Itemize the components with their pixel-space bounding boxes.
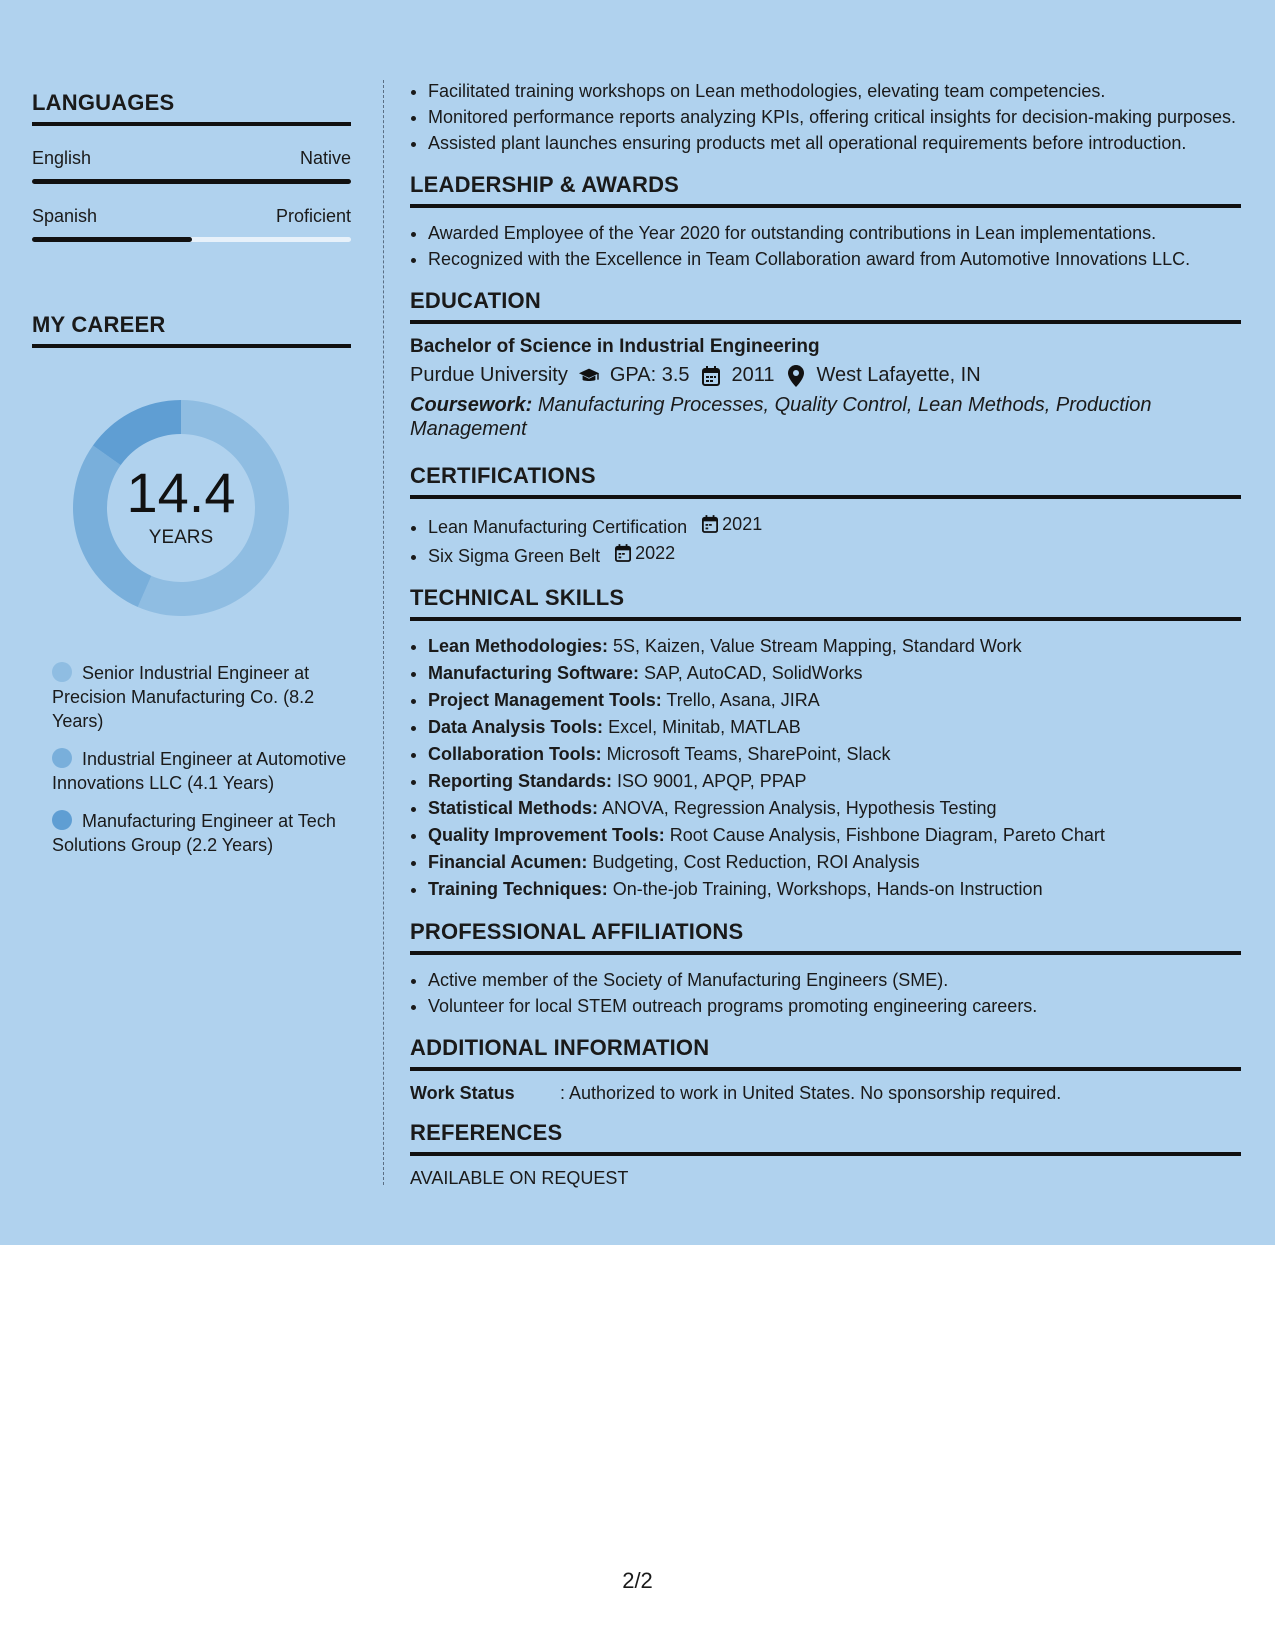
coursework-label: Coursework: xyxy=(410,394,533,416)
affiliations-section xyxy=(410,919,1241,1019)
list-item xyxy=(428,876,1241,903)
education-coursework xyxy=(410,393,1241,441)
cert-name: Six Sigma Green Belt xyxy=(428,546,601,566)
language-proficiency-bar xyxy=(32,237,351,242)
career-total-years: 14.4 xyxy=(126,461,236,524)
skill-value: Microsoft Teams, SharePoint, Slack xyxy=(606,744,891,764)
language-name: Spanish xyxy=(32,206,98,226)
legend-item xyxy=(52,661,351,733)
list-item xyxy=(428,822,1241,849)
list-item xyxy=(428,511,1241,540)
legend-dot xyxy=(52,748,72,768)
skill-label: Manufacturing Software: xyxy=(428,663,640,683)
skill-value: Trello, Asana, JIRA xyxy=(666,690,820,710)
additional-section xyxy=(410,1035,1241,1104)
career-total-unit: YEARS xyxy=(148,527,214,548)
list-item xyxy=(428,795,1241,822)
education-gpa: GPA: 3.5 xyxy=(609,364,690,386)
skill-value: Root Cause Analysis, Fishbone Diagram, Pareto Chart xyxy=(669,825,1105,845)
language-proficiency-fill xyxy=(32,179,351,184)
page-number: 2/2 xyxy=(622,1568,653,1593)
language-level: Native xyxy=(299,148,351,168)
skill-value: Budgeting, Cost Reduction, ROI Analysis xyxy=(592,852,920,872)
references-section xyxy=(410,1120,1241,1189)
certifications-section xyxy=(410,463,1241,569)
cert-year: 2022 xyxy=(635,543,676,563)
certifications-title: CERTIFICATIONS xyxy=(410,463,1241,499)
location-pin-icon xyxy=(785,365,807,387)
list-item: • Active member of the Society of Manufacturing Engineers (SME). xyxy=(428,967,1241,993)
skill-label: Reporting Standards: xyxy=(428,771,613,791)
skill-label: Quality Improvement Tools: xyxy=(428,825,665,845)
skills-section xyxy=(410,585,1241,903)
work-status-value: : Authorized to work in United States. No sponsorship required. xyxy=(560,1083,1062,1103)
education-title: EDUCATION xyxy=(410,288,1241,324)
list-item xyxy=(428,687,1241,714)
education-degree: Bachelor of Science in Industrial Engineering xyxy=(410,336,820,357)
calendar-icon xyxy=(700,366,722,386)
legend-dot xyxy=(52,662,72,682)
language-item xyxy=(32,206,351,242)
skill-label: Lean Methodologies: xyxy=(428,636,608,656)
list-item xyxy=(428,714,1241,741)
references-title: REFERENCES xyxy=(410,1120,1241,1156)
calendar-icon xyxy=(615,544,631,562)
experience-bullets xyxy=(410,78,1241,156)
career-legend xyxy=(52,661,351,857)
coursework-text: Manufacturing Processes, Quality Control, Lean Methods, Production Management xyxy=(410,394,1152,440)
career-donut-chart xyxy=(66,393,296,623)
skill-value: ANOVA, Regression Analysis, Hypothesis Testing xyxy=(602,798,997,818)
affiliations-title: PROFESSIONAL AFFILIATIONS xyxy=(410,919,1241,955)
skill-label: Data Analysis Tools: xyxy=(428,717,604,737)
skill-label: Financial Acumen: xyxy=(428,852,588,872)
list-item xyxy=(428,849,1241,876)
left-column xyxy=(32,90,351,871)
language-proficiency-bar xyxy=(32,179,351,184)
languages-title: LANGUAGES xyxy=(32,90,351,126)
awards-section xyxy=(410,172,1241,272)
education-school: Purdue University xyxy=(410,364,568,386)
education-year: 2011 xyxy=(731,364,775,386)
skill-label: Training Techniques: xyxy=(428,879,608,899)
list-item: • Facilitated training workshops on Lean methodologies, elevating team competencies. xyxy=(428,78,1241,104)
list-item xyxy=(428,633,1241,660)
skill-value: Excel, Minitab, MATLAB xyxy=(608,717,801,737)
list-item: • Assisted plant launches ensuring products met all operational requirements before introduction. xyxy=(428,130,1241,156)
legend-item xyxy=(52,809,351,857)
language-name: English xyxy=(32,148,92,168)
list-item: • Recognized with the Excellence in Team Collaboration award from Automotive Innovations LLC. xyxy=(428,246,1241,272)
list-item: • Awarded Employee of the Year 2020 for outstanding contributions in Lean implementations. xyxy=(428,220,1241,246)
calendar-icon xyxy=(702,515,718,533)
legend-label: Industrial Engineer at Automotive Innovations LLC (4.1 Years) xyxy=(52,749,347,793)
skill-label: Project Management Tools: xyxy=(428,690,662,710)
skill-value: On-the-job Training, Workshops, Hands-on Instruction xyxy=(612,879,1043,899)
education-section xyxy=(410,288,1241,441)
graduation-cap-icon xyxy=(578,367,600,385)
list-item xyxy=(428,741,1241,768)
list-item xyxy=(428,540,1241,569)
references-text: AVAILABLE ON REQUEST xyxy=(410,1168,629,1188)
language-proficiency-fill xyxy=(32,237,192,242)
list-item: • Monitored performance reports analyzing KPIs, offering critical insights for decision-making purposes. xyxy=(428,104,1241,130)
skills-title: TECHNICAL SKILLS xyxy=(410,585,1241,621)
work-status-label: Work Status xyxy=(410,1083,515,1103)
list-item xyxy=(428,660,1241,687)
additional-title: ADDITIONAL INFORMATION xyxy=(410,1035,1241,1071)
legend-label: Manufacturing Engineer at Tech Solutions Group (2.2 Years) xyxy=(52,811,336,855)
legend-dot xyxy=(52,810,72,830)
language-item xyxy=(32,148,351,184)
skill-label: Collaboration Tools: xyxy=(428,744,602,764)
list-item xyxy=(428,768,1241,795)
legend-item xyxy=(52,747,351,795)
education-location: West Lafayette, IN xyxy=(816,364,981,386)
cert-name: Lean Manufacturing Certification xyxy=(428,517,688,537)
list-item: • Volunteer for local STEM outreach programs promoting engineering careers. xyxy=(428,993,1241,1019)
cert-year: 2021 xyxy=(722,514,763,534)
awards-title: LEADERSHIP & AWARDS xyxy=(410,172,1241,208)
column-divider xyxy=(383,80,384,1185)
skill-value: 5S, Kaizen, Value Stream Mapping, Standard Work xyxy=(613,636,1022,656)
career-title: MY CAREER xyxy=(32,312,351,348)
legend-label: Senior Industrial Engineer at Precision Manufacturing Co. (8.2 Years) xyxy=(52,663,315,731)
skill-label: Statistical Methods: xyxy=(428,798,599,818)
skill-value: ISO 9001, APQP, PPAP xyxy=(617,771,807,791)
language-level: Proficient xyxy=(275,206,351,226)
right-column xyxy=(410,78,1241,1189)
skill-value: SAP, AutoCAD, SolidWorks xyxy=(644,663,863,683)
